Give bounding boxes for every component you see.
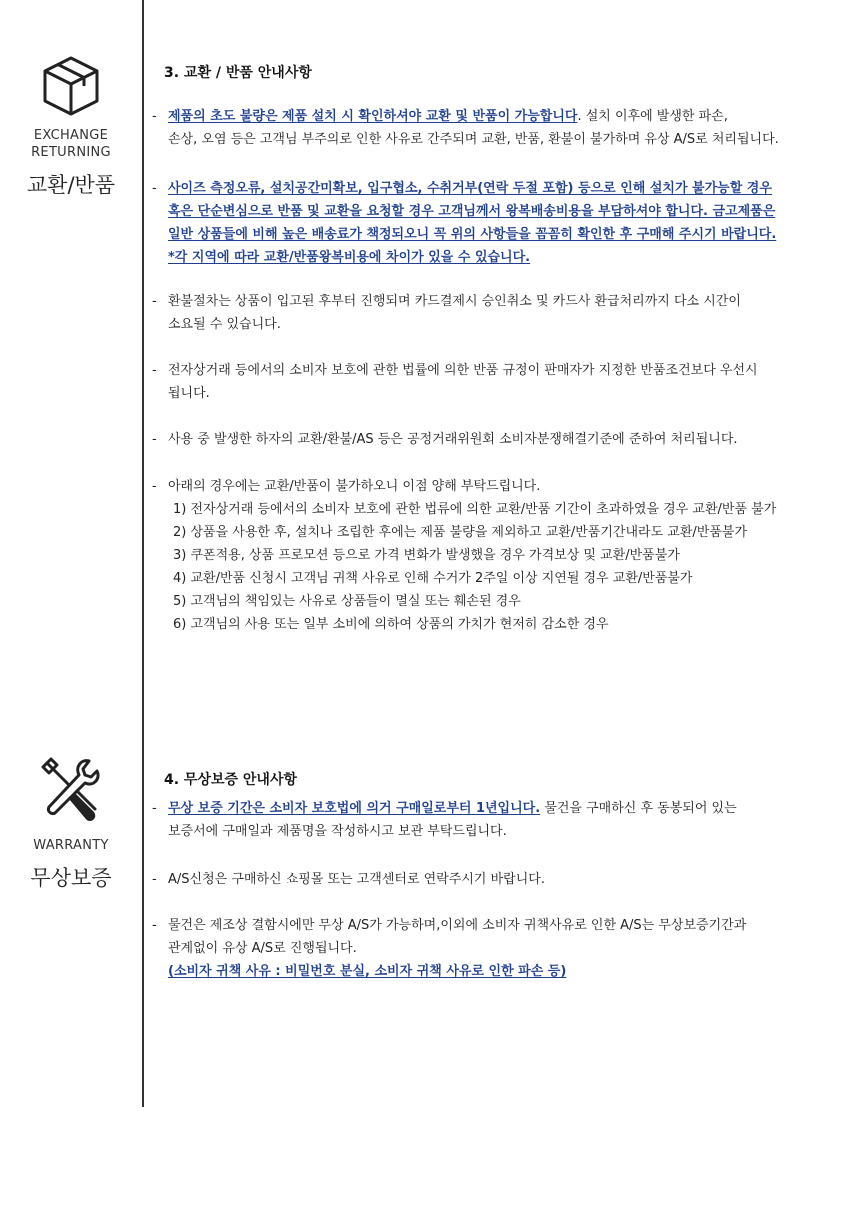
exchange-label-en-2: RETURNING [31,145,111,160]
exchange-item-1: - 제품의 초도 불량은 제품 설치 시 확인하셔야 교환 및 반품이 가능합니다. 설치 이후에 발생한 파손, 손상, 오염 등은 고객님 부주의로 인한 사유로 간주되며 교환, 반품, 환불이 불가하며 유상 A/S로 처리됩니다. [152,109,779,147]
warranty-item-3: - 물건은 제조상 결함시에만 무상 A/S가 가능하며,이외에 소비자 귀책사유로 인한 A/S는 무상보증기간과 관계없이 유상 A/S로 진행됩니다. (소비자 귀책 사유 : 비밀번호 분실, 소비자 귀책 사유로 인한 파손 등) [152,914,832,983]
warranty-label-ko: 무상보증 [30,866,112,890]
warranty-side-label [0,757,142,892]
warranty-label-en: WARRANTY [33,838,109,853]
vertical-divider [142,0,144,1107]
exchange-item-5: - 사용 중 발생한 하자의 교환/환불/AS 등은 공정거래위원회 소비자분쟁해결기준에 준하여 처리됩니다. [152,432,738,447]
box-icon [0,55,142,117]
exchange-item-3: - 환불절차는 상품이 입고된 후부터 진행되며 카드결제시 승인취소 및 카드사 환급처리까지 다소 시간이 소요될 수 있습니다. [152,294,741,332]
list-item: 2) 상품을 사용한 후, 설치나 조립한 후에는 제품 불량을 제외하고 교환/반품기간내라도 교환/반품불가 [173,525,748,540]
exchange-item-2: - 사이즈 측정오류, 설치공간미확보, 입구협소, 수취거부(연락 두절 포함) 등으로 인해 설치가 불가능할 경우 혹은 단순변심으로 반품 및 교환을 요청할 경우 고객님께서 왕복배송비용을 부담하셔야 합니다. 금고제품은 일반 상품들에 비해 높은 배송료가 책정되오니 꼭 위의 사항들을 꼼꼼히 확인한 후 구매해 주시기 바랍니다. *각 지역에 따라 교환/반품왕복비용에 차이가 있을 수 있습니다. [152,181,777,265]
list-item: 3) 쿠폰적용, 상품 프로모션 등으로 가격 변화가 발생했을 경우 가격보상 및 교환/반품불가 [173,548,680,563]
exchange-side-label [0,55,142,199]
warranty-item-1: - 무상 보증 기간은 소비자 보호법에 의거 구매일로부터 1년입니다. 물건을 구매하신 후 동봉되어 있는 보증서에 구매일과 제품명을 작성하시고 보관 부탁드립니다. [152,801,737,839]
tools-icon [0,757,142,823]
warranty-note: (소비자 귀책 사유 : 비밀번호 분실, 소비자 귀책 사유로 인한 파손 등) [168,964,567,979]
exchange-item-4: - 전자상거래 등에서의 소비자 보호에 관한 법률에 의한 반품 규정이 판매자가 지정한 반품조건보다 우선시 됩니다. [152,363,758,401]
exchange-label-en-1: EXCHANGE [33,128,109,143]
warranty-item-2: - A/S신청은 구매하신 쇼핑몰 또는 고객센터로 연락주시기 바랍니다. [152,872,545,887]
exchange-label-ko: 교환/반품 [26,173,116,197]
exchange-item-6: - 아래의 경우에는 교환/반품이 불가하오니 이점 양해 부탁드립니다. 1) 전자상거래 등에서의 소비자 보호에 관한 법류에 의한 교환/반품 기간이 초과하였을 경우 교환/반품 불가 2) 상품을 사용한 후, 설치나 조립한 후에는 제품 불량을 제외하고 교환/반품기간내라도 교환/반품불가 3) 쿠폰적용, 상품 프로모션 등으로 가격 변화가 발생했을 경우 가격보상 및 교환/반품불가 4) 교환/반품 신청시 고객님 귀책 사유로 인해 수거가 2주일 이상 지연될 경우 교환/반품불가 5) 고객님의 책임있는 사유로 상품들이 멸실 또는 훼손된 경우 6) 고객님의 사용 또는 일부 소비에 의하여 상품의 가치가 현저히 감소한 경우 [152,475,832,636]
warranty-section-title: 4. 무상보증 안내사항 [164,772,297,788]
list-item: 1) 전자상거래 등에서의 소비자 보호에 관한 법류에 의한 교환/반품 기간이 초과하였을 경우 교환/반품 불가 [173,502,777,517]
list-item: 5) 고객님의 책임있는 사유로 상품들이 멸실 또는 훼손된 경우 [173,594,521,609]
exchange-section-title: 3. 교환 / 반품 안내사항 [164,65,312,81]
list-item: 6) 고객님의 사용 또는 일부 소비에 의하여 상품의 가치가 현저히 감소한 경우 [173,617,609,632]
warranty-item-1-highlight: 무상 보증 기간은 소비자 보호법에 의거 구매일로부터 1년입니다. [168,801,541,816]
list-item: 4) 교환/반품 신청시 고객님 귀책 사유로 인해 수거가 2주일 이상 지연될 경우 교환/반품불가 [173,571,693,586]
exchange-item-1-highlight: 제품의 초도 불량은 제품 설치 시 확인하셔야 교환 및 반품이 가능합니다 [168,109,578,124]
